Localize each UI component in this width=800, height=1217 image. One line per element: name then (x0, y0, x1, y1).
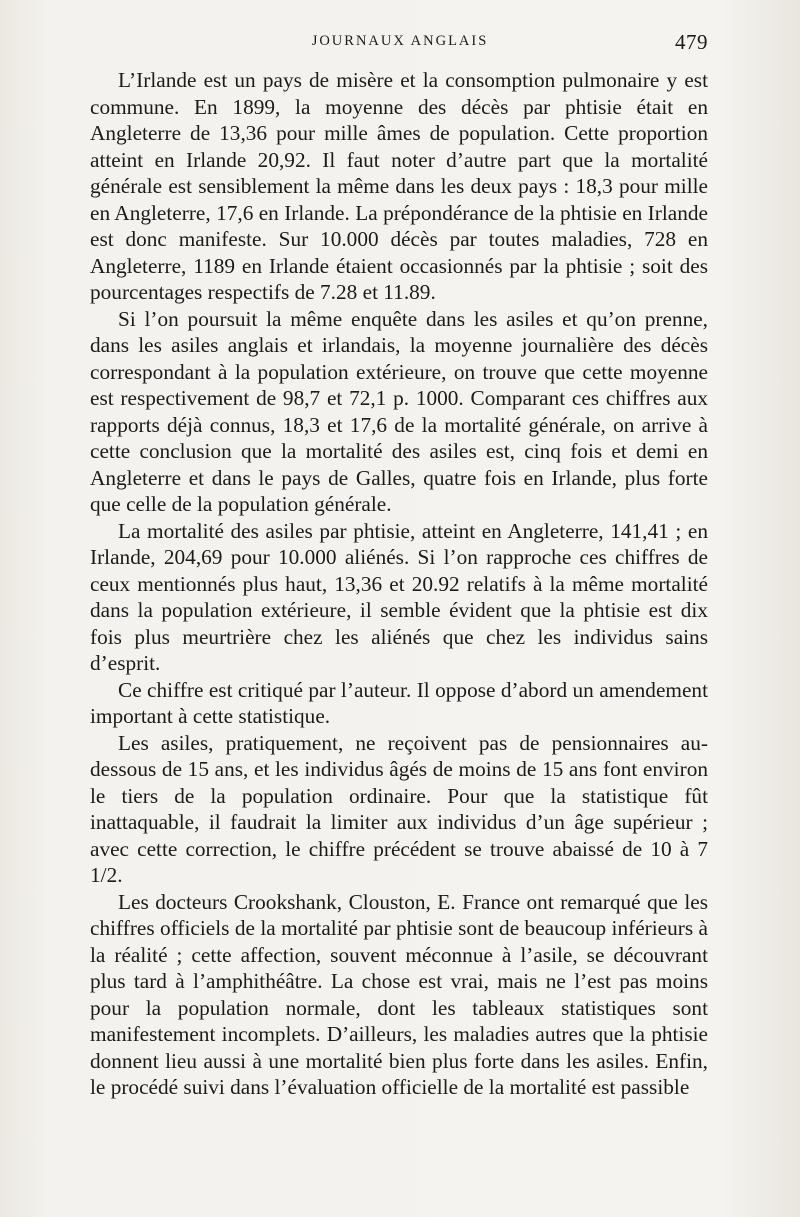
body-text (90, 67, 708, 1101)
paragraph: L’Irlande est un pays de misère et la consomption pulmonaire y est commune. En 1899, la moyenne des décès par phtisie était en Angleterre de 13,36 pour mille âmes de population. Cette proportion atteint en Irlande 20,92. Il faut noter d’autre part que la mortalité générale est sensiblement la même dans les deux pays : 18,3 pour mille en Angleterre, 17,6 en Irlande. La prépondérance de la phtisie en Irlande est donc manifeste. Sur 10.000 décès par toutes maladies, 728 en Angleterre, 1189 en Irlande étaient occasionnés par la phtisie ; soit des pourcentages respectifs de 7.28 et 11.89. (90, 68, 708, 304)
paragraph: Les asiles, pratiquement, ne reçoivent pas de pensionnaires au-dessous de 15 ans, et les individus âgés de moins de 15 ans font environ le tiers de la population ordinaire. Pour que la statistique fût inattaquable, il faudrait la limiter aux individus d’un âge supérieur ; avec cette correction, le chiffre précédent se trouve abaissé de 10 à 7 1/2. (90, 730, 708, 887)
paragraph: Si l’on poursuit la même enquête dans les asiles et qu’on prenne, dans les asiles anglais et irlandais, la moyenne journalière des décès correspondant à la population extérieure, on trouve que cette moyenne est respectivement de 98,7 et 72,1 p. 1000. Comparant ces chiffres aux rapports déjà connus, 18,3 et 17,6 de la mortalité générale, on arrive à cette conclusion que la mortalité des asiles est, cinq fois et demi en Angleterre et dans le pays de Galles, quatre fois en Irlande, plus forte que celle de la population générale. (90, 306, 708, 516)
paragraph: Les docteurs Crookshank, Clouston, E. France ont remarqué que les chiffres officiels de la mortalité par phtisie sont de beaucoup inférieurs à la réalité ; cette affection, souvent méconnue à l’asile, se découvrant plus tard à l’amphithéâtre. La chose est vrai, mais ne l’est pas moins pour la population normale, dont les tableaux statistiques sont manifestement incomplets. D’ailleurs, les maladies autres que la phtisie donnent lieu aussi à une mortalité bien plus forte dans les asiles. Enfin, le procédé suivi dans l’évaluation officielle de la mortalité est passible (90, 889, 708, 1099)
page-header (0, 30, 800, 57)
page-number: 479 (675, 30, 708, 54)
paragraph: Ce chiffre est critiqué par l’auteur. Il oppose d’abord un amendement important à cette statistique. (90, 677, 708, 728)
running-head: JOURNAUX ANGLAIS (311, 33, 489, 49)
paragraph: La mortalité des asiles par phtisie, atteint en Angleterre, 141,41 ; en Irlande, 204,69 pour 10.000 aliénés. Si l’on rapproche ces chiffres de ceux mentionnés plus haut, 13,36 et 20.92 relatifs à la même mortalité dans la population extérieure, il semble évident que la phtisie est dix fois plus meurtrière chez les aliénés que chez les individus sains d’esprit. (90, 518, 708, 675)
